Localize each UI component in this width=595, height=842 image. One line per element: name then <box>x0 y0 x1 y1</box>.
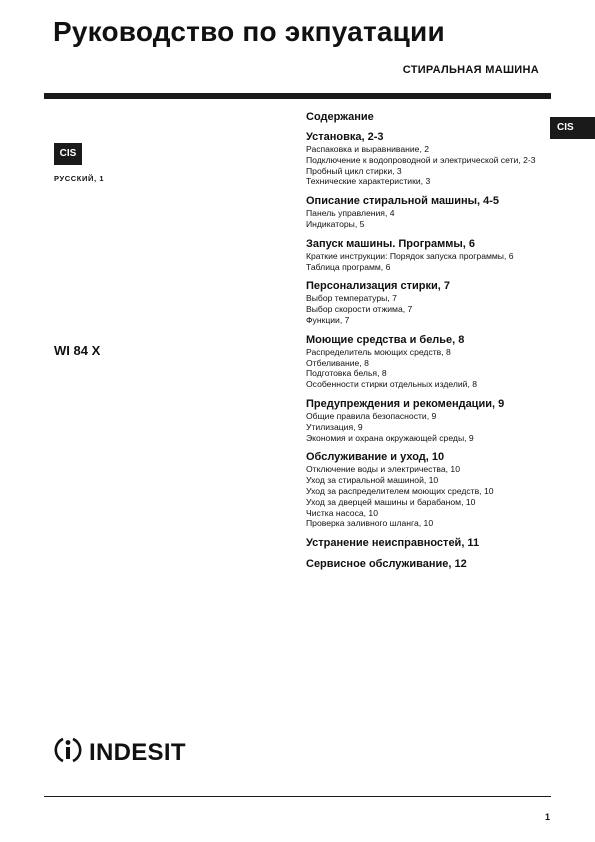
toc-section <box>306 333 551 390</box>
toc-section <box>306 557 551 571</box>
toc-section <box>306 130 551 187</box>
language-badge: CIS <box>54 143 82 165</box>
toc-entry: Таблица программ, 6 <box>306 261 391 272</box>
toc-entry: Отбеливание, 8 <box>306 357 369 368</box>
toc-entry: Краткие инструкции: Порядок запуска программы, 6 <box>306 250 514 261</box>
toc-entry: Утилизация, 9 <box>306 421 363 432</box>
toc-section <box>306 237 551 273</box>
toc-entry: Уход за стиральной машиной, 10 <box>306 475 439 486</box>
toc-section-title: Запуск машины. Программы, 6 <box>306 237 476 250</box>
toc-section-title: Описание стиральной машины, 4-5 <box>306 195 500 208</box>
brand-name: INDESIT <box>89 738 186 766</box>
brand-logo <box>53 735 186 770</box>
toc-entry: Особенности стирки отдельных изделий, 8 <box>306 379 477 390</box>
toc-entry: Пробный цикл стирки, 3 <box>306 165 402 176</box>
toc-entry: Выбор скорости отжима, 7 <box>306 304 413 315</box>
toc-section-title: Моющие средства и белье, 8 <box>306 333 465 346</box>
toc-entry: Индикаторы, 5 <box>306 218 365 229</box>
toc-entry: Функции, 7 <box>306 314 350 325</box>
toc-entry: Выбор температуры, 7 <box>306 293 397 304</box>
toc-entry: Панель управления, 4 <box>306 208 395 219</box>
indesit-i-logo-icon <box>53 735 83 770</box>
toc-section-title: Установка, 2-3 <box>306 131 384 143</box>
page-title: Руководство по экпуатации <box>53 16 445 47</box>
toc-section-title: Обслуживание и уход, 10 <box>306 451 445 464</box>
footer-divider <box>44 796 551 797</box>
language-entry: РУССКИЙ, 1 <box>54 174 105 183</box>
toc-section-title: Сервисное обслуживание, 12 <box>306 558 467 571</box>
toc-entry: Подключение к водопроводной и электрической сети, 2-3 <box>306 154 536 165</box>
toc-section <box>306 450 551 529</box>
product-type: СТИРАЛЬНАЯ МАШИНА <box>402 64 539 76</box>
toc-section <box>306 397 551 443</box>
toc-entry: Проверка заливного шланга, 10 <box>306 518 434 529</box>
toc-entry: Уход за дверцей машины и барабаном, 10 <box>306 496 476 507</box>
toc-entry: Подготовка белья, 8 <box>306 368 387 379</box>
toc-entry: Чистка насоса, 10 <box>306 507 378 518</box>
header-divider <box>44 93 551 99</box>
toc-section <box>306 194 551 230</box>
toc-section-title: Устранение неисправностей, 11 <box>306 537 480 550</box>
toc-section-title: Предупреждения и рекомендации, 9 <box>306 397 505 410</box>
toc-section <box>306 536 551 550</box>
region-tab: CIS <box>550 117 595 139</box>
toc-section-title: Персонализация стирки, 7 <box>306 280 451 293</box>
toc-sections <box>306 130 551 571</box>
toc-heading: Содержание <box>306 111 374 123</box>
toc-entry: Уход за распределителем моющих средств, 10 <box>306 485 494 496</box>
table-of-contents <box>306 111 551 578</box>
toc-section <box>306 279 551 325</box>
model-name: WI 84 X <box>54 343 101 358</box>
toc-entry: Общие правила безопасности, 9 <box>306 410 437 421</box>
page-number: 1 <box>545 812 551 822</box>
toc-entry: Распаковка и выравнивание, 2 <box>306 144 430 154</box>
toc-entry: Технические характеристики, 3 <box>306 176 431 187</box>
toc-entry: Отключение воды и электричества, 10 <box>306 464 460 475</box>
toc-entry: Распределитель моющих средств, 8 <box>306 346 451 357</box>
toc-entry: Экономия и охрана окружающей среды, 9 <box>306 432 474 443</box>
